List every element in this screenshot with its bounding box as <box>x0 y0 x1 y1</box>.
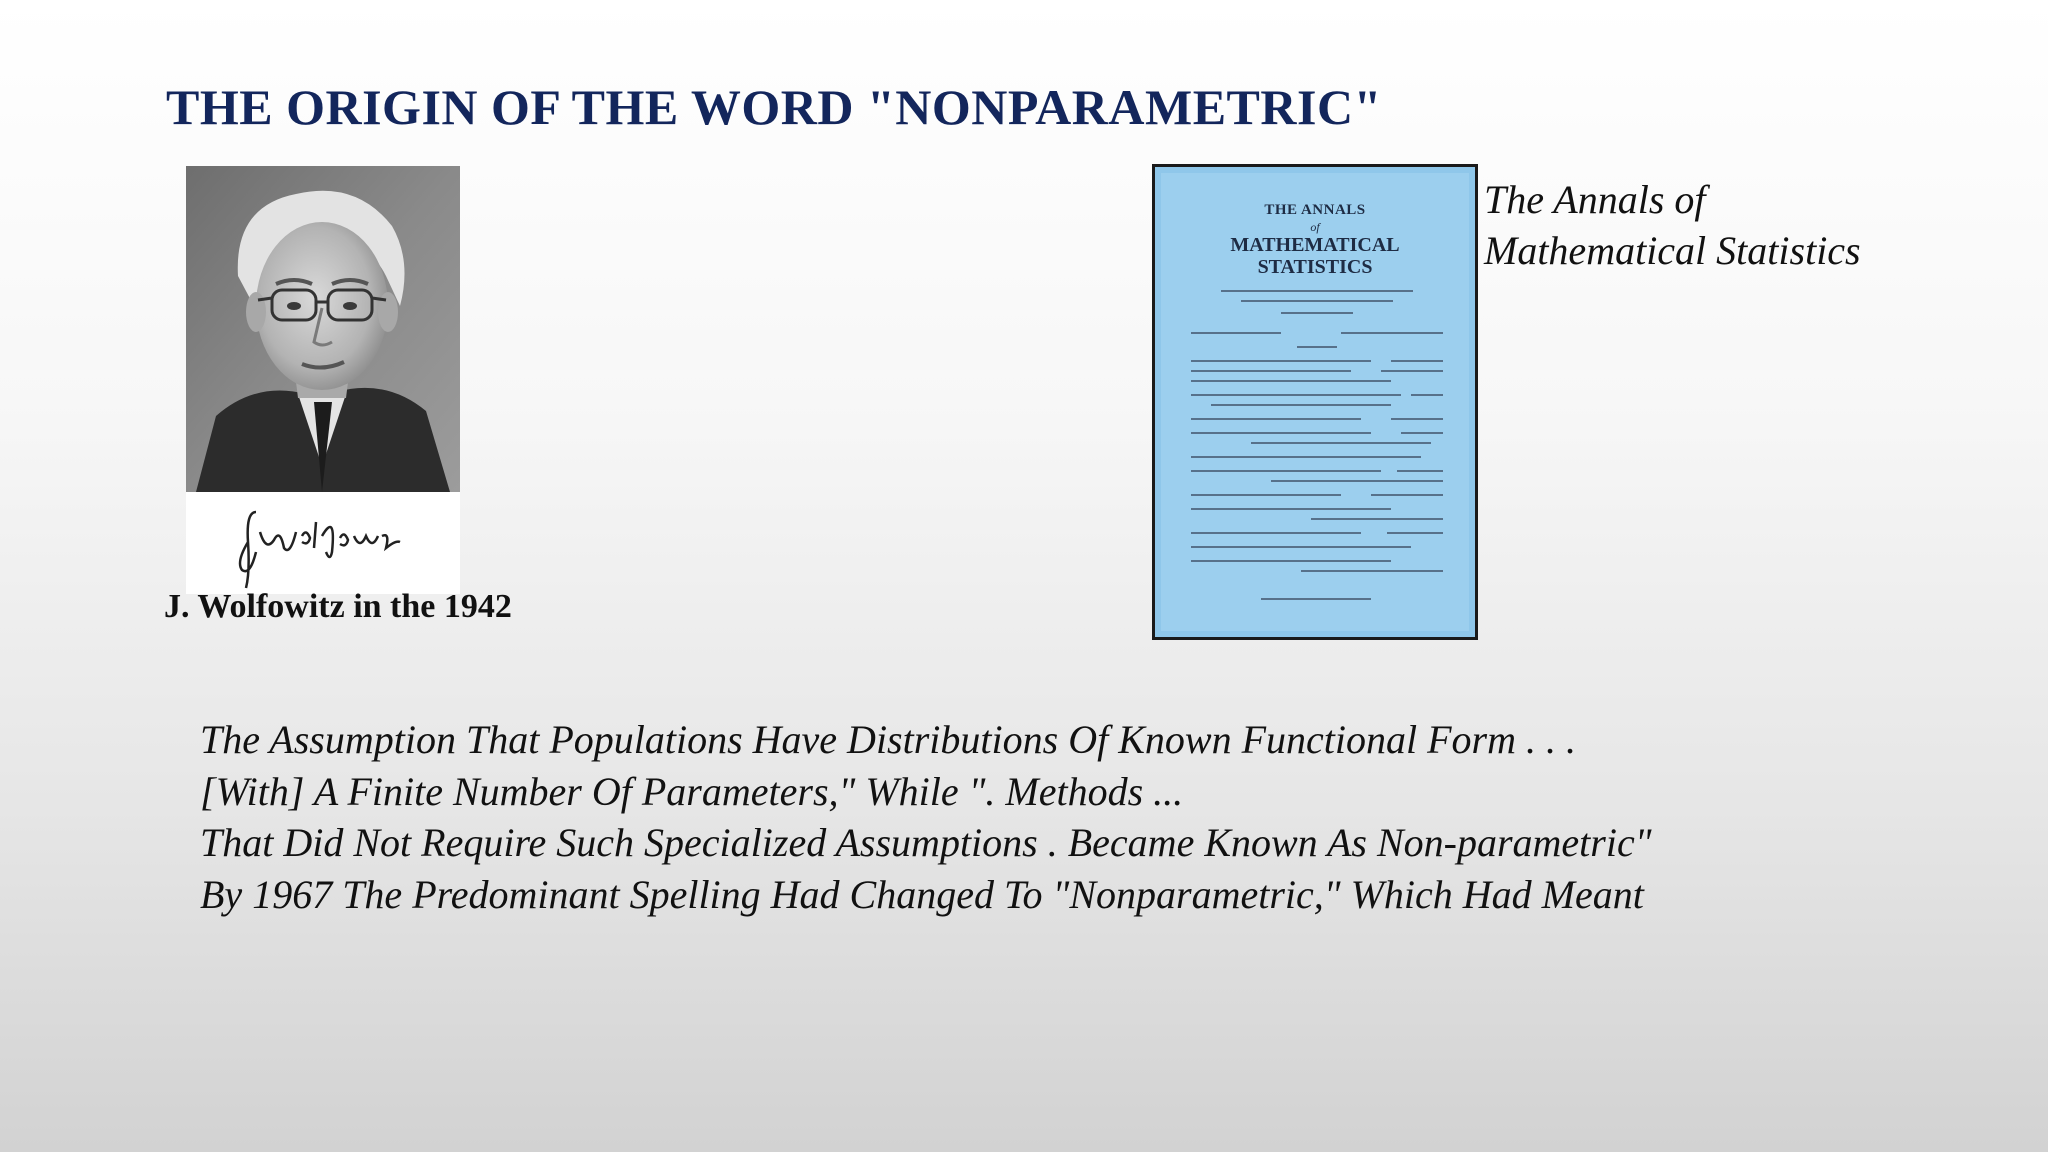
quote-line: [With] A Finite Number Of Parameters," While ". Methods ... <box>200 768 1184 814</box>
journal-label-line: Mathematical Statistics <box>1484 228 1861 273</box>
journal-cover-title-line: of <box>1310 220 1320 234</box>
journal-label-line: The Annals of <box>1484 177 1706 222</box>
journal-label <box>1484 174 1861 276</box>
slide-title: THE ORIGIN OF THE WORD "NONPARAMETRIC" <box>166 79 1382 135</box>
quote-line: The Assumption That Populations Have Distributions Of Known Functional Form . . . <box>200 717 1576 762</box>
quote-line: By 1967 The Predominant Spelling Had Changed To "Nonparametric," Which Had Meant <box>200 871 1644 917</box>
journal-cover-title-line: STATISTICS <box>1257 256 1373 278</box>
journal-contents-lines <box>1191 285 1443 615</box>
wolfowitz-portrait <box>186 166 460 594</box>
quote-line: That Did Not Require Such Specialized Assumptions . Became Known As Non-parametric" <box>200 820 1652 865</box>
journal-cover-title-line: THE ANNALS <box>1264 202 1366 218</box>
journal-cover-image <box>1152 164 1478 640</box>
portrait-caption: J. Wolfowitz in the 1942 <box>164 588 512 625</box>
quote-text <box>200 714 1652 920</box>
signature-image <box>186 492 460 594</box>
journal-cover-title-line: MATHEMATICAL <box>1230 234 1400 256</box>
portrait-photo <box>186 166 460 492</box>
